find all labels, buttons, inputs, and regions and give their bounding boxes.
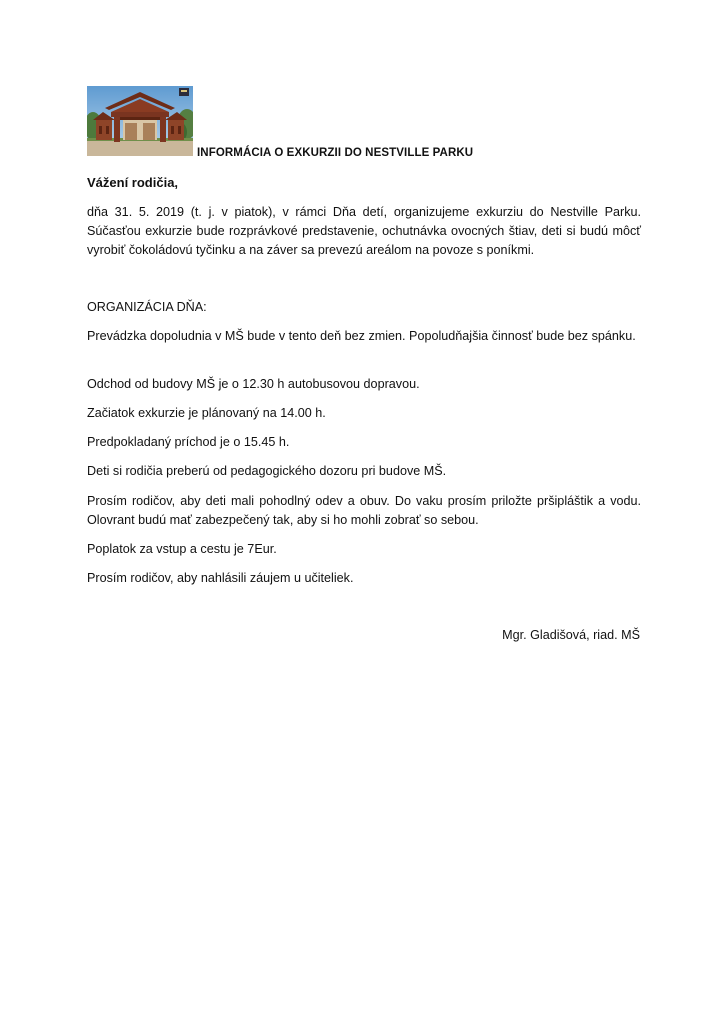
paragraph-fee: Poplatok za vstup a cestu je 7Eur.: [87, 542, 277, 556]
paragraph-pickup: Deti si rodičia preberú od pedagogického dozoru pri budove MŠ.: [87, 464, 447, 478]
paragraph-registration: Prosím rodičov, aby nahlásili záujem u učiteliek.: [87, 571, 354, 585]
paragraph-schedule-change: Prevádzka dopoludnia v MŠ bude v tento deň bez zmien. Popoludňajšia činnosť bude bez spánku.: [87, 329, 636, 343]
wooden-gate-illustration: [87, 86, 193, 156]
wooden-gate-photo: [87, 86, 193, 156]
paragraph-start: Začiatok exkurzie je plánovaný na 14.00 h.: [87, 406, 326, 420]
paragraph-arrival: Predpokladaný príchod je o 15.45 h.: [87, 435, 290, 449]
greeting: Vážení rodičia,: [87, 175, 179, 190]
paragraph-clothing: Prosím rodičov, aby deti mali pohodlný odev a obuv. Do vaku prosím priložte pršipláštik a vodu. Olovrant budú mať zabezpečený tak, aby si ho mohli zobrať so sebou.: [87, 494, 641, 527]
signature: Mgr. Gladišová, riad. MŠ: [502, 628, 640, 642]
paragraph-departure: Odchod od budovy MŠ je o 12.30 h autobusovou dopravou.: [87, 377, 420, 391]
document-title: INFORMÁCIA O EXKURZII DO NESTVILLE PARKU: [197, 147, 474, 159]
section-heading: ORGANIZÁCIA DŇA:: [87, 300, 207, 314]
intro-paragraph: dňa 31. 5. 2019 (t. j. v piatok), v rámci Dňa detí, organizujeme exkurziu do Nestville Parku. Súčasťou exkurzie bude rozprávkové predstavenie, ochutnávka ovocných štiav, deti si budú môcť vyrobiť čokoládovú tyčinku a na záver sa prevezú areálom na povoze s poníkmi.: [87, 205, 641, 257]
